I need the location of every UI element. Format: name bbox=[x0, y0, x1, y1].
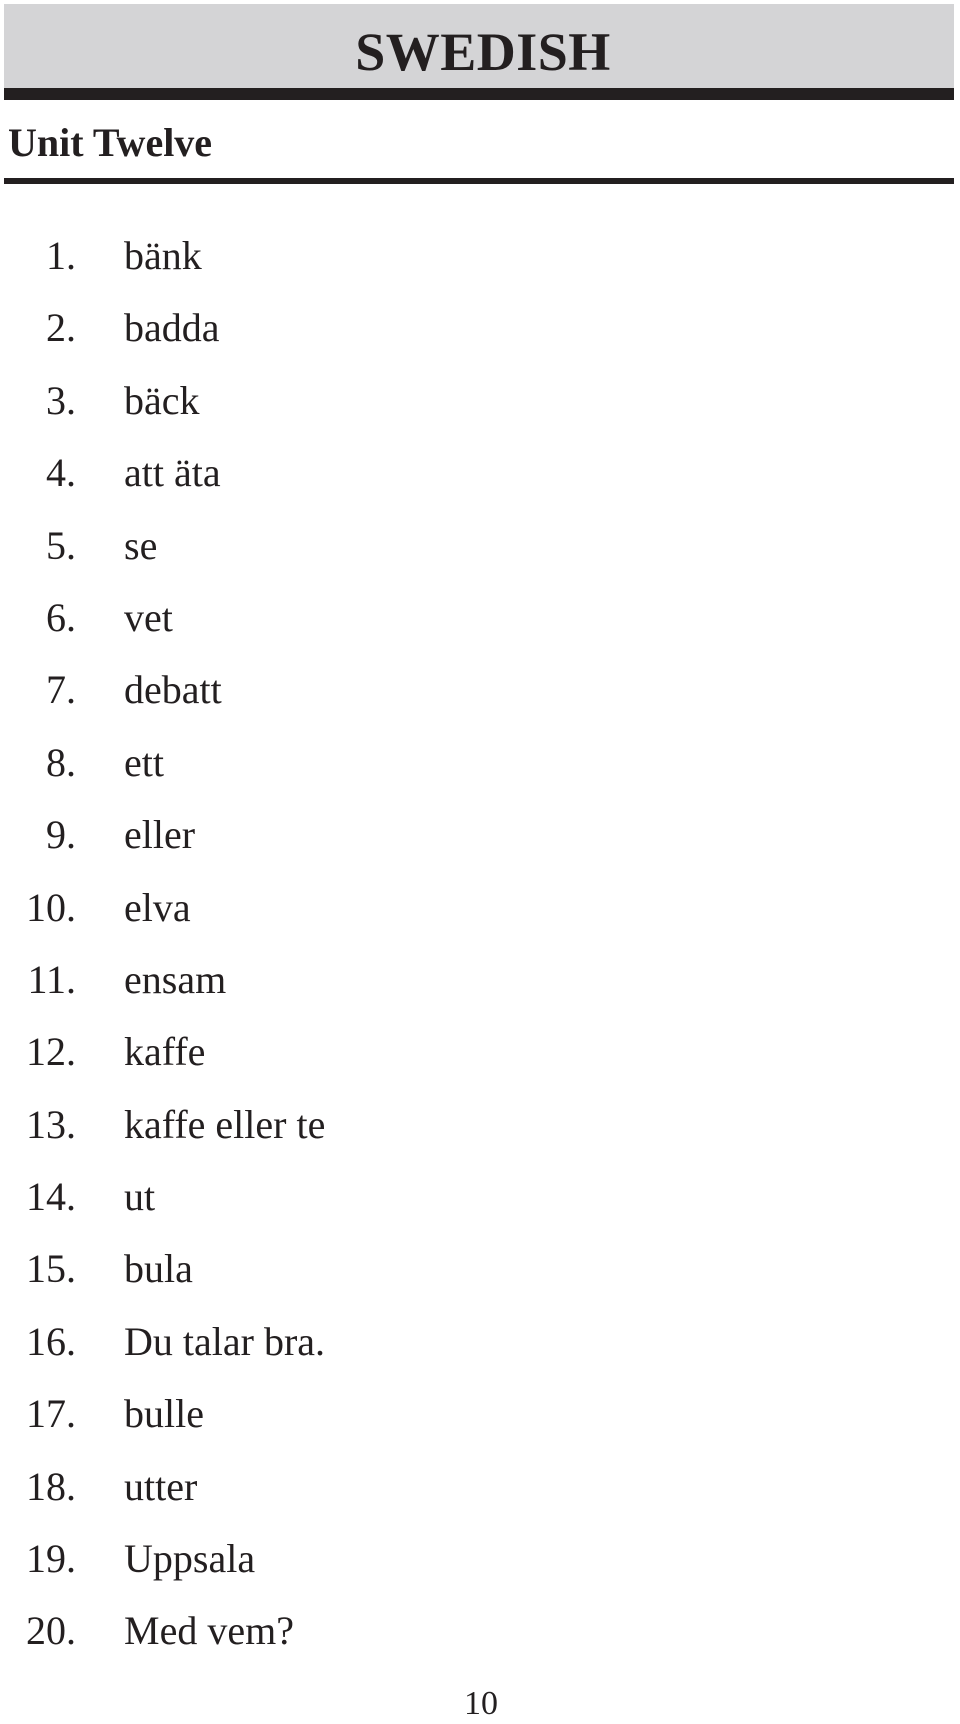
item-text: elva bbox=[124, 884, 191, 930]
item-number: 18. bbox=[26, 1463, 76, 1509]
item-text: bänk bbox=[124, 233, 202, 278]
item-text: se bbox=[124, 522, 158, 568]
page-number: 10 bbox=[464, 1685, 498, 1722]
item-text: kaffe bbox=[124, 1029, 206, 1075]
item-text: kaffe eller te bbox=[124, 1101, 326, 1147]
item-number: 7. bbox=[46, 667, 76, 713]
item-number: 11. bbox=[27, 956, 76, 1002]
item-text: Uppsala bbox=[124, 1536, 256, 1582]
unit-title: Unit Twelve bbox=[8, 120, 213, 165]
item-number: 1. bbox=[46, 233, 76, 278]
item-text: ensam bbox=[124, 956, 227, 1002]
item-text: debatt bbox=[124, 667, 222, 713]
item-text: bäck bbox=[124, 377, 200, 423]
item-text: Med vem? bbox=[124, 1608, 294, 1654]
page-title: SWEDISH bbox=[355, 22, 611, 82]
header-divider bbox=[4, 88, 954, 100]
item-text: bula bbox=[124, 1246, 193, 1292]
item-number: 3. bbox=[46, 377, 76, 423]
unit-divider bbox=[4, 178, 954, 184]
item-text: att äta bbox=[124, 450, 221, 496]
item-number: 20. bbox=[26, 1608, 76, 1654]
item-number: 16. bbox=[26, 1318, 76, 1364]
item-number: 8. bbox=[46, 739, 76, 785]
item-number: 15. bbox=[26, 1246, 76, 1292]
item-text: bulle bbox=[124, 1391, 204, 1437]
item-text: Du talar bra. bbox=[124, 1318, 326, 1364]
item-number: 14. bbox=[26, 1174, 76, 1220]
item-number: 5. bbox=[46, 522, 76, 568]
item-number: 2. bbox=[46, 305, 76, 351]
item-text: badda bbox=[124, 305, 220, 351]
item-text: ett bbox=[124, 739, 164, 785]
item-text: ut bbox=[124, 1174, 156, 1220]
item-text: utter bbox=[124, 1463, 198, 1509]
item-number: 12. bbox=[26, 1029, 76, 1075]
item-number: 13. bbox=[26, 1101, 76, 1147]
item-number: 9. bbox=[46, 812, 76, 858]
item-number: 10. bbox=[26, 884, 76, 930]
item-number: 6. bbox=[46, 594, 76, 640]
item-number: 19. bbox=[26, 1536, 76, 1582]
item-text: vet bbox=[124, 594, 173, 640]
item-text: eller bbox=[124, 812, 196, 858]
item-number: 17. bbox=[26, 1391, 76, 1437]
item-number: 4. bbox=[46, 450, 76, 496]
